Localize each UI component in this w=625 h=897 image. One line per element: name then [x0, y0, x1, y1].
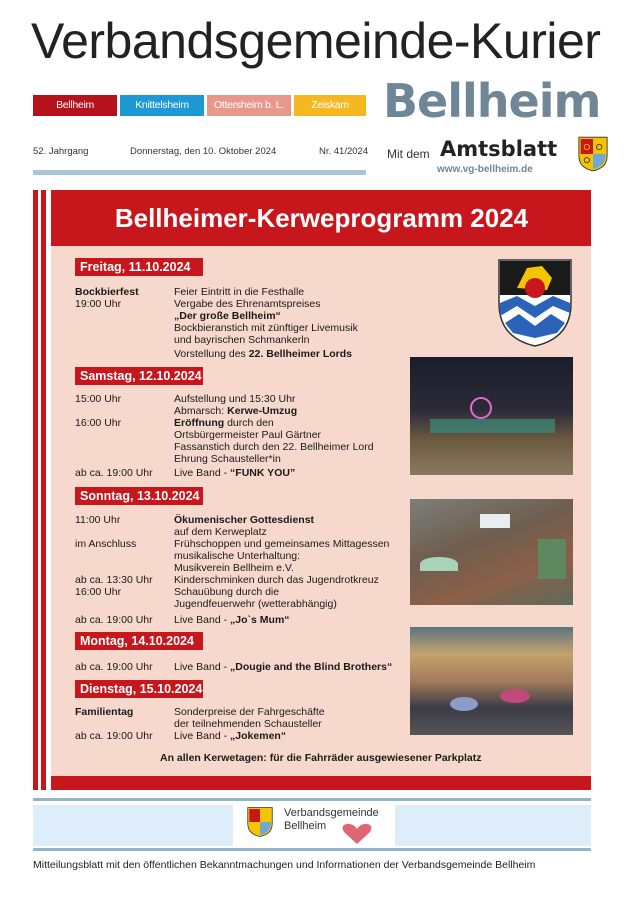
mit-dem-label: Mit dem	[387, 147, 430, 161]
event-row	[75, 526, 267, 538]
time: Bockbierfest	[75, 286, 139, 298]
time: ab ca. 13:30 Uhr	[75, 574, 153, 586]
day-header-friday: Freitag, 11.10.2024	[75, 258, 203, 276]
desc: Ehrung Schausteller*in	[174, 453, 281, 465]
desc: Vorstellung des	[174, 348, 249, 360]
town-badge-bellheim: Bellheim	[33, 95, 117, 116]
time: ab ca. 19:00 Uhr	[75, 614, 153, 626]
time: ab ca. 19:00 Uhr	[75, 467, 153, 479]
event-row	[75, 429, 321, 441]
event-row	[75, 562, 294, 574]
bumper-cars-photo	[410, 627, 573, 735]
divider	[33, 798, 591, 801]
desc: Vergabe des Ehrenamtspreises	[174, 298, 321, 310]
town-title: Bellheim	[383, 74, 601, 128]
town-badge-knittelsheim: Knittelsheim	[120, 95, 204, 116]
town-badge-ottersheim: Ottersheim b. L.	[207, 95, 291, 116]
volume: 52. Jahrgang	[33, 146, 89, 157]
desc: durch den	[224, 417, 274, 429]
desc: Feier Eintritt in die Festhalle	[174, 286, 305, 298]
website-link[interactable]: www.vg-bellheim.de	[437, 164, 533, 175]
desc-bold: „Jokemen“	[230, 730, 287, 742]
event-row	[75, 514, 314, 526]
event-row	[75, 348, 352, 360]
event-row	[75, 614, 290, 626]
bellheim-coat-of-arms-icon	[497, 258, 573, 348]
amtsblatt-label: Amtsblatt	[440, 137, 558, 161]
desc-bold: Eröffnung	[174, 417, 225, 429]
desc: und bayrischen Schmankerln	[174, 334, 310, 346]
desc: Schauübung durch die	[174, 586, 280, 598]
event-row	[75, 405, 297, 417]
event-row	[75, 718, 322, 730]
time: Familientag	[75, 706, 134, 718]
decor-stripe	[46, 190, 51, 790]
time: ab ca. 19:00 Uhr	[75, 730, 153, 742]
event-row	[75, 574, 379, 586]
day-header-sunday: Sonntag, 13.10.2024	[75, 487, 203, 505]
desc: Live Band -	[174, 661, 231, 673]
time: 19:00 Uhr	[75, 298, 122, 310]
newspaper-title: Verbandsgemeinde-Kurier	[31, 13, 601, 69]
desc: Ortsbürgermeister Paul Gärtner	[174, 429, 322, 441]
issue-date: Donnerstag, den 10. Oktober 2024	[130, 146, 277, 157]
desc: Abmarsch:	[174, 405, 228, 417]
time: 15:00 Uhr	[75, 393, 122, 405]
divider	[33, 170, 366, 175]
event-row	[75, 334, 309, 346]
heart-icon	[340, 822, 374, 846]
desc: auf dem Kerweplatz	[174, 526, 267, 538]
coat-of-arms-icon	[578, 134, 608, 174]
issue-number: Nr. 41/2024	[319, 146, 369, 157]
desc: Live Band -	[174, 467, 231, 479]
program-title: Bellheimer-Kerweprogramm 2024	[114, 203, 529, 233]
event-row	[75, 441, 374, 453]
desc-bold: “FUNK YOU”	[230, 467, 296, 479]
desc-bold: „Dougie and the Blind Brothers“	[230, 661, 393, 673]
bottom-red-bar	[33, 776, 591, 790]
event-row	[75, 467, 295, 479]
desc: Frühschoppen und gemeinsames Mittagessen	[174, 538, 390, 550]
town-badge-zeiskam: Zeiskam	[294, 95, 366, 116]
desc: Live Band -	[174, 730, 231, 742]
desc-bold: Kerwe-Umzug	[227, 405, 298, 417]
day-header-saturday: Samstag, 12.10.2024	[75, 367, 203, 385]
crowd-photo	[410, 499, 573, 605]
event-row	[75, 298, 321, 310]
event-row	[75, 586, 279, 598]
time: ab ca. 19:00 Uhr	[75, 661, 153, 673]
event-row	[75, 661, 392, 673]
desc-bold: 22. Bellheimer Lords	[248, 348, 353, 360]
decor-stripe	[38, 776, 41, 790]
event-row	[75, 538, 389, 550]
desc-bold: „Jo`s Mum“	[230, 614, 290, 626]
desc: Musikverein Bellheim e.V.	[174, 562, 294, 574]
event-row	[75, 706, 325, 718]
event-row	[75, 453, 281, 465]
day-header-monday: Montag, 14.10.2024	[75, 632, 203, 650]
day-header-tuesday: Dienstag, 15.10.2024	[75, 680, 203, 698]
decor-stripe	[41, 246, 46, 776]
event-row	[75, 322, 358, 334]
footer-description: Mitteilungsblatt mit den öffentlichen Bekanntmachungen und Informationen der Verbandsgemeinde Bellheim	[33, 859, 536, 871]
parking-note: An allen Kerwetagen: für die Fahrräder ausgewiesener Parkplatz	[160, 752, 482, 764]
event-row	[75, 286, 304, 298]
time: im Anschluss	[75, 538, 137, 550]
time: 16:00 Uhr	[75, 586, 122, 598]
desc-bold: Ökumenischer Gottesdienst	[174, 514, 315, 526]
event-row	[75, 598, 337, 610]
desc: Aufstellung und 15:30 Uhr	[174, 393, 296, 405]
decor-stripe	[33, 246, 38, 776]
fairground-night-photo	[410, 357, 573, 475]
divider	[33, 848, 591, 851]
time: 11:00 Uhr	[75, 514, 121, 526]
desc: Jugendfeuerwehr (wetterabhängig)	[174, 598, 337, 610]
time: 16:00 Uhr	[75, 417, 122, 429]
desc: Fassanstich durch den 22. Bellheimer Lord	[174, 441, 374, 453]
event-row	[75, 550, 300, 562]
event-row	[75, 310, 281, 322]
desc: Bockbieranstich mit zünftiger Livemusik	[174, 322, 358, 334]
vg-coat-of-arms-icon	[247, 806, 273, 838]
desc: musikalische Unterhaltung:	[174, 550, 301, 562]
desc: Live Band -	[174, 614, 231, 626]
decor-stripe	[46, 776, 51, 790]
event-row	[75, 393, 295, 405]
event-row	[75, 417, 274, 429]
desc: Kinderschminken durch das Jugendrotkreuz	[174, 574, 379, 586]
vg-line-1: Verbandsgemeinde	[284, 807, 379, 819]
desc: „Der große Bellheim“	[174, 310, 281, 322]
desc: Sonderpreise der Fahrgeschäfte	[174, 706, 325, 718]
vg-line-2: Bellheim	[284, 820, 327, 832]
desc: der teilnehmenden Schausteller	[174, 718, 322, 730]
event-row	[75, 730, 286, 742]
